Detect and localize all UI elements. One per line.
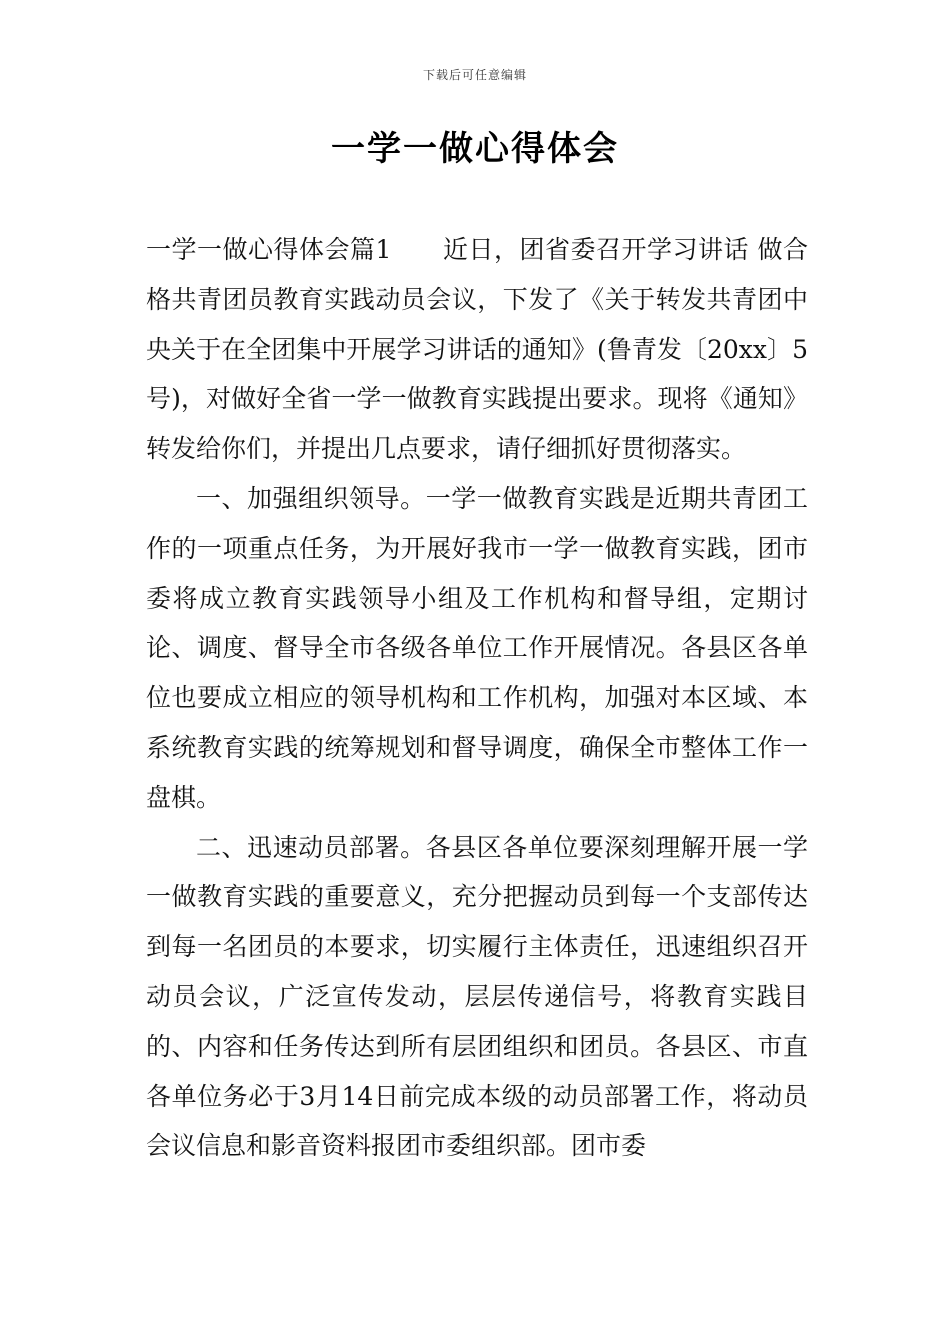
document-body [146, 225, 808, 1171]
page-header-note: 下载后可任意编辑 [422, 68, 527, 82]
paragraph-organization-leadership: 一、加强组织领导。一学一做教育实践是近期共青团工作的一项重点任务，为开展好我市一学一做教育实践，团市委将成立教育实践领导小组及工作机构和督导组，定期讨论、调度、督导全市各级各单位工作开展情况。各县区各单位也要成立相应的领导机构和工作机构，加强对本区域、本系统教育实践的统筹规划和督导调度，确保全市整体工作一盘棋。 [146, 483, 808, 812]
paragraph-mobilization-deployment: 二、迅速动员部署。各县区各单位要深刻理解开展一学一做教育实践的重要意义，充分把握动员到每一个支部传达到每一名团员的本要求，切实履行主体责任，迅速组织召开动员会议，广泛宣传发动，层层传递信号，将教育实践目的、内容和任务传达到所有层团组织和团员。各县区、市直各单位务必于3月14日前完成本级的动员部署工作，将动员会议信息和影音资料报团市委组织部。团市委 [146, 832, 808, 1161]
paragraph-intro: 一学一做心得体会篇1 近日，团省委召开学习讲话 做合格共青团员教育实践动员会议，下发了《关于转发共青团中央关于在全团集中开展学习讲话的通知》(鲁青发〔20xx〕5号)，对做好全省一学一做教育实践提出要求。现将《通知》转发给你们，并提出几点要求，请仔细抓好贯彻落实。 [146, 235, 808, 464]
document-title: 一学一做心得体会 [331, 129, 619, 169]
